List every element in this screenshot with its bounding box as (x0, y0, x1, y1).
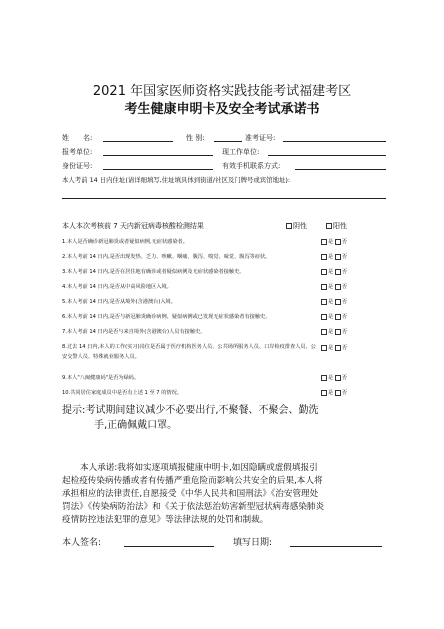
no-label: 否 (341, 329, 348, 335)
positive-checkbox[interactable] (326, 223, 332, 229)
no-checkbox[interactable] (335, 314, 341, 320)
question-10: 10.共同居住家庭成员中是否有上述 1 至 7 的情况。 (62, 390, 183, 396)
id-no-label: 身份证号: (62, 162, 93, 170)
no-label: 否 (341, 254, 348, 260)
date-field[interactable] (290, 546, 382, 547)
tip-line-1: 提示:考试期间建议减少不必要出行,不聚餐、不聚会、勤洗 (62, 405, 319, 416)
exam-no-field[interactable] (283, 141, 386, 142)
apply-unit-label: 报考单位: (62, 148, 93, 156)
no-label: 否 (341, 375, 348, 381)
negative-option[interactable] (286, 221, 307, 231)
positive-option[interactable] (326, 221, 347, 231)
question-5-options[interactable] (321, 298, 347, 305)
no-checkbox[interactable] (335, 345, 341, 351)
question-5: 5.本人考前 14 日内,是否从境外(含港澳台)入境。 (62, 299, 176, 305)
no-label: 否 (341, 314, 348, 320)
pledge-line-2: 起检疫传染病传播或者有传播严重危险而影响公共安全的后果,本人将 (62, 476, 323, 486)
address-label: 本人考前 14 日内住址(请详细填写,住址填具体到街道/社区及门牌号或宾馆地址): (62, 176, 291, 184)
phone-field[interactable] (295, 169, 386, 170)
title-line-1: 2021 年国家医师资格实践技能考试福建考区 (92, 84, 352, 99)
current-unit-field[interactable] (268, 155, 386, 156)
no-label: 否 (341, 345, 348, 351)
no-label: 否 (341, 390, 348, 396)
yes-label: 是 (328, 284, 334, 290)
positive-label: 阳性 (333, 222, 347, 230)
question-8-options[interactable] (321, 344, 347, 351)
yes-label: 是 (328, 254, 334, 260)
question-10-options[interactable] (321, 389, 347, 396)
tip-line-2: 手,正确佩戴口罩。 (94, 420, 178, 431)
no-checkbox[interactable] (335, 299, 341, 305)
name-field[interactable] (103, 141, 173, 142)
yes-label: 是 (328, 390, 334, 396)
no-checkbox[interactable] (335, 375, 341, 381)
title-line-2: 考生健康申明卡及安全考试承诺书 (124, 102, 320, 117)
pledge-line-3: 承担相应的法律责任,自愿接受《中华人民共和国刑法》《治安管理处 (62, 489, 319, 499)
apply-unit-field[interactable] (103, 155, 213, 156)
yes-checkbox[interactable] (321, 314, 327, 320)
signature-field[interactable] (124, 546, 214, 547)
no-checkbox[interactable] (335, 239, 341, 245)
pledge-line-1: 本人承诺:我将如实逐项填报健康申明卡,如因隐瞒或虚假填报引 (80, 463, 318, 473)
no-label: 否 (341, 239, 348, 245)
no-checkbox[interactable] (335, 254, 341, 260)
exam-no-label: 准考证号: (245, 134, 276, 142)
question-4: 4.本人考前 14 日内,是否从中高风险地区入境。 (62, 284, 172, 290)
yes-checkbox[interactable] (321, 269, 327, 275)
question-2: 2.本人考前 14 日内,是否出现发热、乏力、咳嗽、咽痛、腹泻、嗅觉、味觉、腹泻等症状。 (62, 254, 271, 260)
yes-label: 是 (328, 375, 334, 381)
question-6: 6.本人考前 14 日内,是否与新冠肺炎确诊病例、疑似病例或已发现无症状感染者有接触史。 (62, 314, 271, 320)
phone-label: 有效手机联系方式: (222, 162, 281, 170)
yes-checkbox[interactable] (321, 254, 327, 260)
question-4-options[interactable] (321, 283, 347, 290)
yes-checkbox[interactable] (321, 329, 327, 335)
yes-checkbox[interactable] (321, 284, 327, 290)
yes-label: 是 (328, 299, 334, 305)
yes-checkbox[interactable] (321, 299, 327, 305)
question-3-options[interactable] (321, 268, 347, 275)
pledge-line-5: 疫情防控违法犯罪的意见》等法律法规的处罚和制裁。 (62, 515, 269, 525)
question-7-options[interactable] (321, 328, 347, 335)
yes-checkbox[interactable] (321, 345, 327, 351)
question-3: 3.本人考前 14 日内,是否在居住地有确诊或者疑似病例及无症状感染者接触史。 (62, 269, 245, 275)
yes-checkbox[interactable] (321, 390, 327, 396)
no-checkbox[interactable] (335, 284, 341, 290)
question-7: 7.本人考前 14 日内是否与来自境外(含港澳台)人员有接触史。 (62, 329, 206, 335)
date-label: 填写日期: (233, 538, 273, 548)
no-checkbox[interactable] (335, 269, 341, 275)
question-6-options[interactable] (321, 313, 347, 320)
yes-checkbox[interactable] (321, 375, 327, 381)
nucleic-label: 本人本次考核前 7 天内新冠病毒核酸检测结果 (62, 222, 204, 230)
no-label: 否 (341, 299, 348, 305)
current-unit-label: 现工作单位: (222, 148, 260, 156)
question-8: 8.过去 14 日内,本人的工作(实习)岗位是否属于医疗机构医务人员、公共场所服务人员、口岸检疫排查人员、公安交警人员、特殊就业服务人员。 (62, 344, 316, 360)
gender-label: 性 别: (186, 134, 205, 142)
yes-label: 是 (328, 345, 334, 351)
question-2-options[interactable] (321, 253, 347, 260)
signature-label: 本人签名: (62, 538, 102, 548)
gender-field[interactable] (214, 141, 242, 142)
yes-label: 是 (328, 329, 334, 335)
question-9: 9.本人"八闽健康码"是否为绿码。 (62, 375, 140, 381)
question-9-options[interactable] (321, 374, 347, 381)
question-1-options[interactable] (321, 238, 347, 245)
name-label: 姓 名: (62, 134, 93, 142)
yes-label: 是 (328, 269, 334, 275)
id-no-field[interactable] (103, 169, 213, 170)
no-label: 否 (341, 269, 348, 275)
address-field[interactable] (62, 198, 386, 199)
negative-label: 阴性 (293, 222, 307, 230)
negative-checkbox[interactable] (286, 223, 292, 229)
no-label: 否 (341, 284, 348, 290)
no-checkbox[interactable] (335, 329, 341, 335)
yes-label: 是 (328, 314, 334, 320)
question-1: 1.本人是否确诊新冠肺炎或者疑似病例,无症状感染者。 (62, 239, 188, 245)
pledge-line-4: 罚法》《传染病防治法》和《关于依法惩治妨害新型冠状病毒感染肺炎 (62, 502, 325, 512)
yes-label: 是 (328, 239, 334, 245)
no-checkbox[interactable] (335, 390, 341, 396)
yes-checkbox[interactable] (321, 239, 327, 245)
